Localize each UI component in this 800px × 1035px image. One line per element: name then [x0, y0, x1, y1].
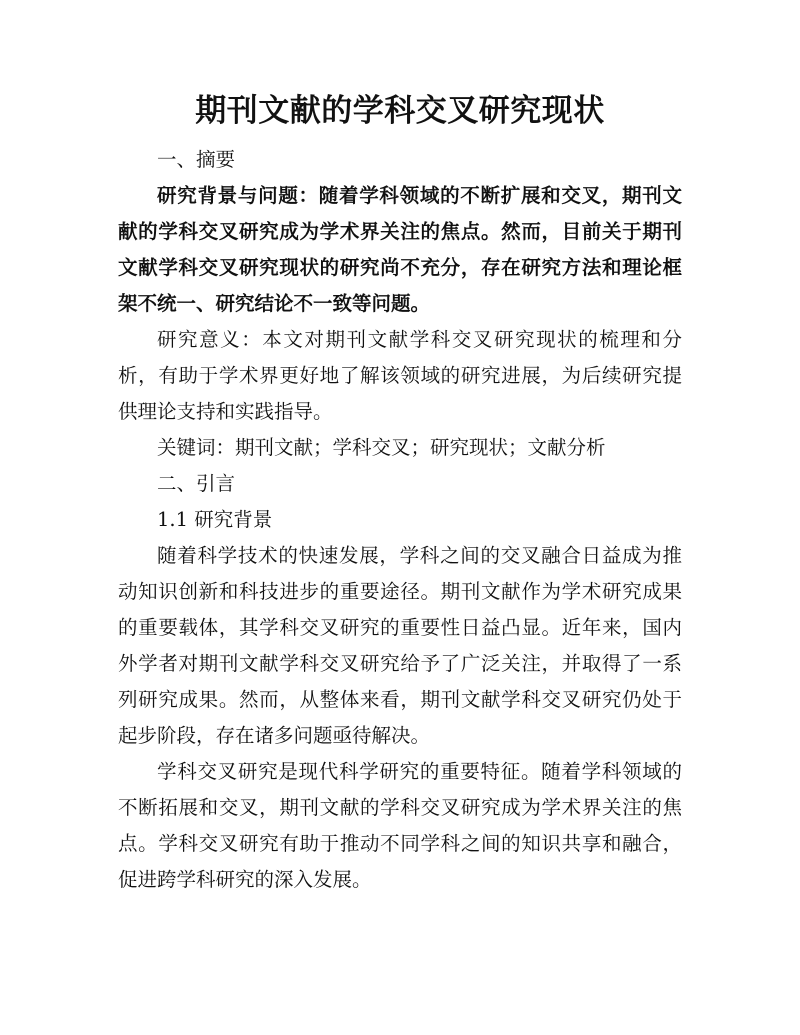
intro-heading: 二、引言 — [157, 472, 236, 495]
keywords-line: 关键词：期刊文献；学科交叉；研究现状；文献分析 — [157, 436, 606, 459]
abstract-significance-paragraph: 研究意义：本文对期刊文献学科交叉研究现状的梳理和分析，有助于学术界更好地了解该领域的研究进展，为后续研究提供理论支持和实践指导。 — [118, 328, 682, 423]
intro-paragraph-2: 学科交叉研究是现代科学研究的重要特征。随着学科领域的不断拓展和交叉，期刊文献的学科交叉研究成为学术界关注的焦点。学科交叉研究有助于推动不同学科之间的知识共享和融合，促进跨学科研究的深入发展。 — [118, 760, 682, 891]
abstract-heading: 一、摘要 — [157, 148, 236, 171]
intro-paragraph-1: 随着科学技术的快速发展，学科之间的交叉融合日益成为推动知识创新和科技进步的重要途径。期刊文献作为学术研究成果的重要载体，其学科交叉研究的重要性日益凸显。近年来，国内外学者对期刊文献学科交叉研究给予了广泛关注，并取得了一系列研究成果。然而，从整体来看，期刊文献学科交叉研究仍处于起步阶段，存在诸多问题亟待解决。 — [118, 544, 682, 747]
abstract-background-paragraph: 研究背景与问题：随着学科领域的不断扩展和交叉，期刊文献的学科交叉研究成为学术界关注的焦点。然而，目前关于期刊文献学科交叉研究现状的研究尚不充分，存在研究方法和理论框架不统一、研究结论不一致等问题。 — [118, 184, 682, 315]
document-title: 期刊文献的学科交叉研究现状 — [195, 93, 605, 129]
section-1-1-heading: 1.1 研究背景 — [157, 508, 273, 531]
